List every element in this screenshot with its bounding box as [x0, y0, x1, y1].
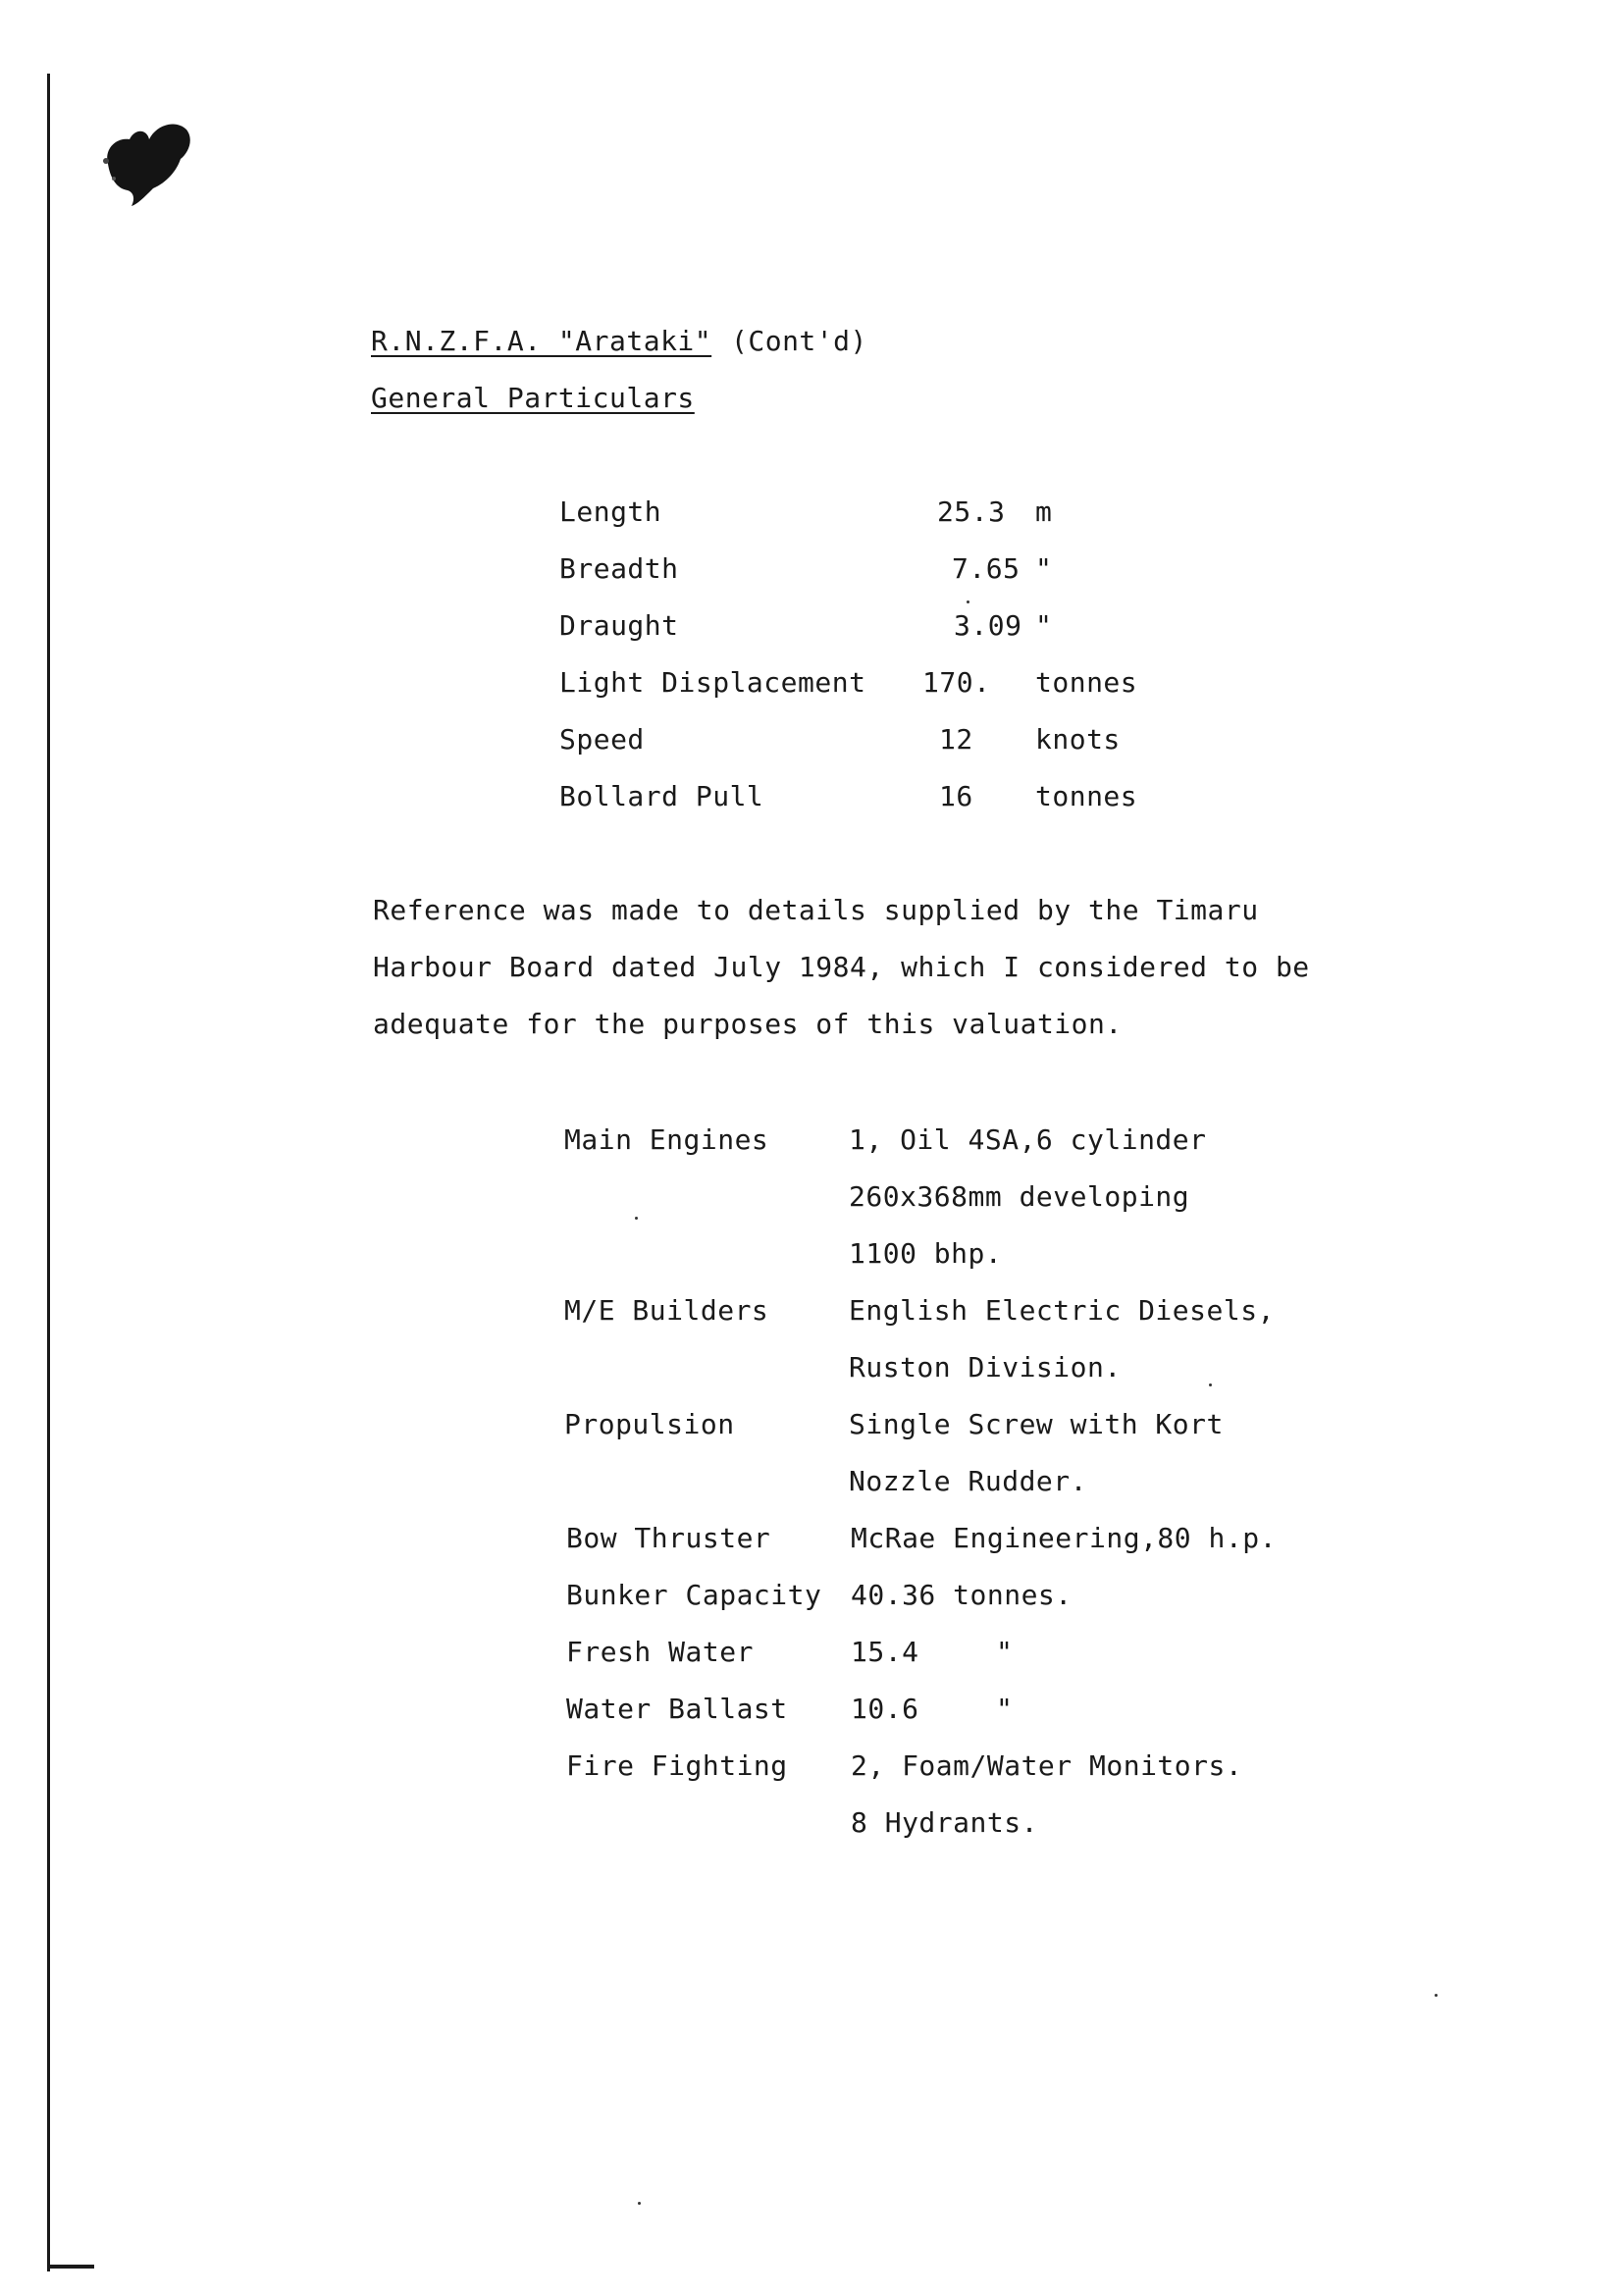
machinery-label: Main Engines [564, 1123, 769, 1156]
paragraph-line: Harbour Board dated July 1984, which I considered to be [373, 951, 1310, 983]
particular-unit: tonnes [1035, 666, 1138, 699]
scan-speck [1435, 1994, 1438, 1997]
binding-edge-line [47, 74, 50, 2271]
machinery-value: 260x368mm developing [849, 1180, 1190, 1213]
vessel-title: R.N.Z.F.A. "Arataki" [371, 325, 712, 357]
continued-note: (Cont'd) [731, 325, 867, 357]
particular-label: Light Displacement [559, 666, 866, 699]
machinery-value: 1, Oil 4SA,6 cylinder [849, 1123, 1207, 1156]
particular-label: Speed [559, 723, 645, 756]
paragraph-line: adequate for the purposes of this valuation. [373, 1008, 1123, 1040]
particular-unit: m [1035, 496, 1053, 528]
binding-edge-foot [49, 2265, 94, 2269]
machinery-label: Fire Fighting [566, 1749, 788, 1782]
machinery-label: Fresh Water [566, 1636, 754, 1668]
machinery-value: 10.6 [851, 1693, 919, 1725]
particular-label: Breadth [559, 552, 679, 585]
paragraph-line: Reference was made to details supplied by the Timaru [373, 894, 1259, 926]
scan-speck [967, 600, 969, 603]
ditto-mark: " [996, 1693, 1014, 1725]
machinery-value: Single Screw with Kort [849, 1408, 1224, 1440]
scan-speck [635, 1217, 638, 1220]
machinery-value: 1100 bhp. [849, 1237, 1003, 1270]
particular-label: Bollard Pull [559, 780, 764, 812]
machinery-value: Ruston Division. [849, 1351, 1122, 1383]
machinery-value: 8 Hydrants. [851, 1806, 1038, 1839]
particular-value: 16 [939, 780, 973, 812]
scan-speck [638, 2202, 641, 2205]
ditto-mark: " [996, 1636, 1014, 1668]
particular-unit: " [1035, 552, 1053, 585]
machinery-label: Bow Thruster [566, 1522, 771, 1554]
ink-blot-mark [98, 110, 196, 208]
particular-value: 7.65 [952, 552, 1021, 585]
machinery-value: Nozzle Rudder. [849, 1465, 1088, 1497]
particular-unit: knots [1035, 723, 1121, 756]
particular-value: 25.3 [937, 496, 1006, 528]
section-title: General Particulars [371, 382, 695, 414]
particular-label: Draught [559, 609, 679, 642]
machinery-label: Water Ballast [566, 1693, 788, 1725]
machinery-label: M/E Builders [564, 1294, 769, 1327]
machinery-value: McRae Engineering,80 h.p. [851, 1522, 1277, 1554]
particular-label: Length [559, 496, 662, 528]
machinery-value: 2, Foam/Water Monitors. [851, 1749, 1243, 1782]
particular-value: 170. [922, 666, 991, 699]
machinery-label: Bunker Capacity [566, 1579, 822, 1611]
machinery-value: 15.4 [851, 1636, 919, 1668]
machinery-label: Propulsion [564, 1408, 735, 1440]
particular-unit: tonnes [1035, 780, 1138, 812]
machinery-value: English Electric Diesels, [849, 1294, 1275, 1327]
particular-value: 3.09 [954, 609, 1022, 642]
scan-speck [1209, 1383, 1212, 1386]
particular-unit: " [1035, 609, 1053, 642]
machinery-value: 40.36 tonnes. [851, 1579, 1073, 1611]
particular-value: 12 [939, 723, 973, 756]
